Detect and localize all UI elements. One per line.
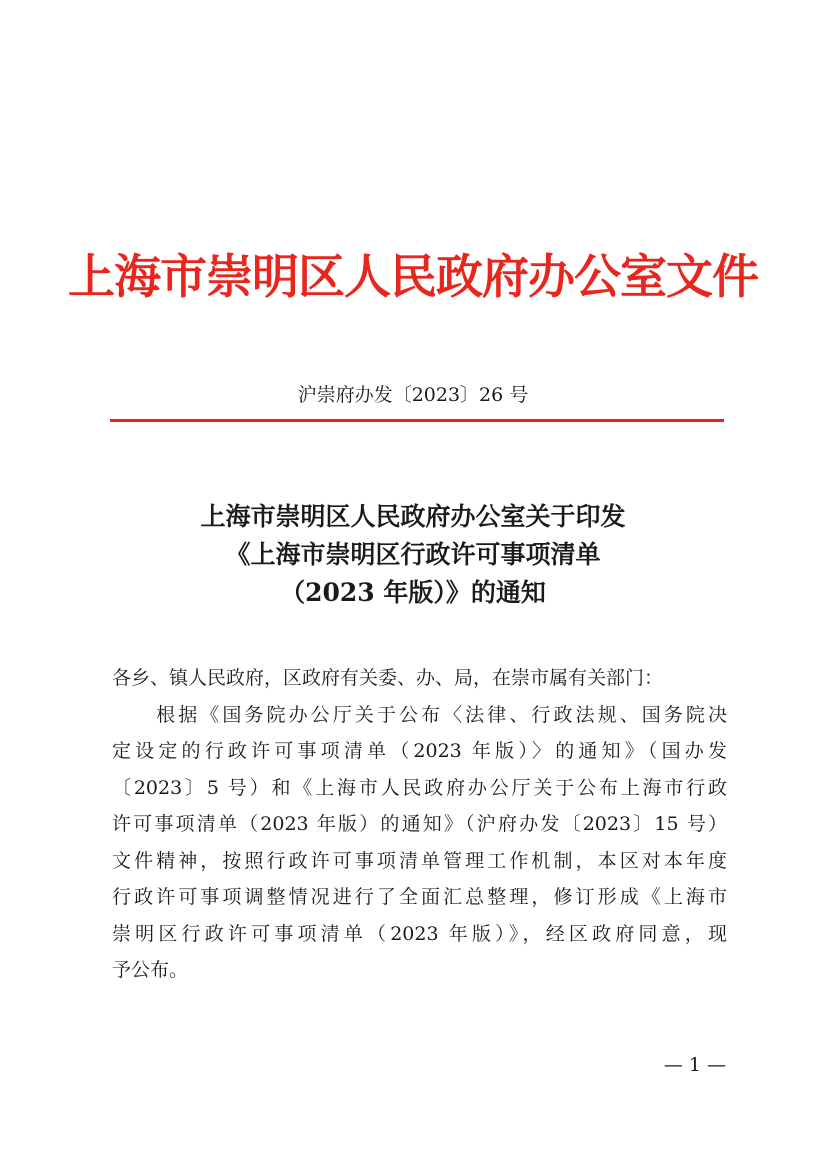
body-line: 崇明区行政许可事项清单（2023 年版）》，经区政府同意，现 xyxy=(112,922,727,945)
notice-title-line-3: （2023 年版）》的通知 xyxy=(280,578,546,607)
page-number: — 1 — xyxy=(663,1054,726,1076)
notice-title-line-1: 上海市崇明区人民政府办公室关于印发 xyxy=(200,502,626,531)
body-line: 〔2023〕5 号）和《上海市人民政府办公厅关于公布上海市行政 xyxy=(112,776,727,799)
notice-body xyxy=(112,660,727,989)
notice-title-line-2: 《上海市崇明区行政许可事项清单 xyxy=(225,540,601,569)
red-divider-line xyxy=(110,419,724,422)
body-line: 文件精神，按照行政许可事项清单管理工作机制，本区对本年度 xyxy=(112,849,727,872)
body-line: 许可事项清单（2023 年版）的通知》（沪府办发〔2023〕15 号） xyxy=(112,813,727,835)
body-line: 行政许可事项调整情况进行了全面汇总整理，修订形成《上海市 xyxy=(112,886,727,908)
document-number: 沪崇府办发〔2023〕26 号 xyxy=(297,384,529,406)
body-line: 予公布。 xyxy=(112,959,189,981)
notice-title xyxy=(0,498,826,612)
body-line: 定设定的行政许可事项清单（2023 年版）〉的通知》（国办发 xyxy=(112,740,727,762)
body-line: 根据《国务院办公厅关于公布〈法律、行政法规、国务院决 xyxy=(112,703,727,726)
salutation-line: 各乡、镇人民政府，区政府有关委、办、局，在崇市属有关部门： xyxy=(112,667,664,689)
document-header-title: 上海市崇明区人民政府办公室文件 xyxy=(68,250,758,305)
